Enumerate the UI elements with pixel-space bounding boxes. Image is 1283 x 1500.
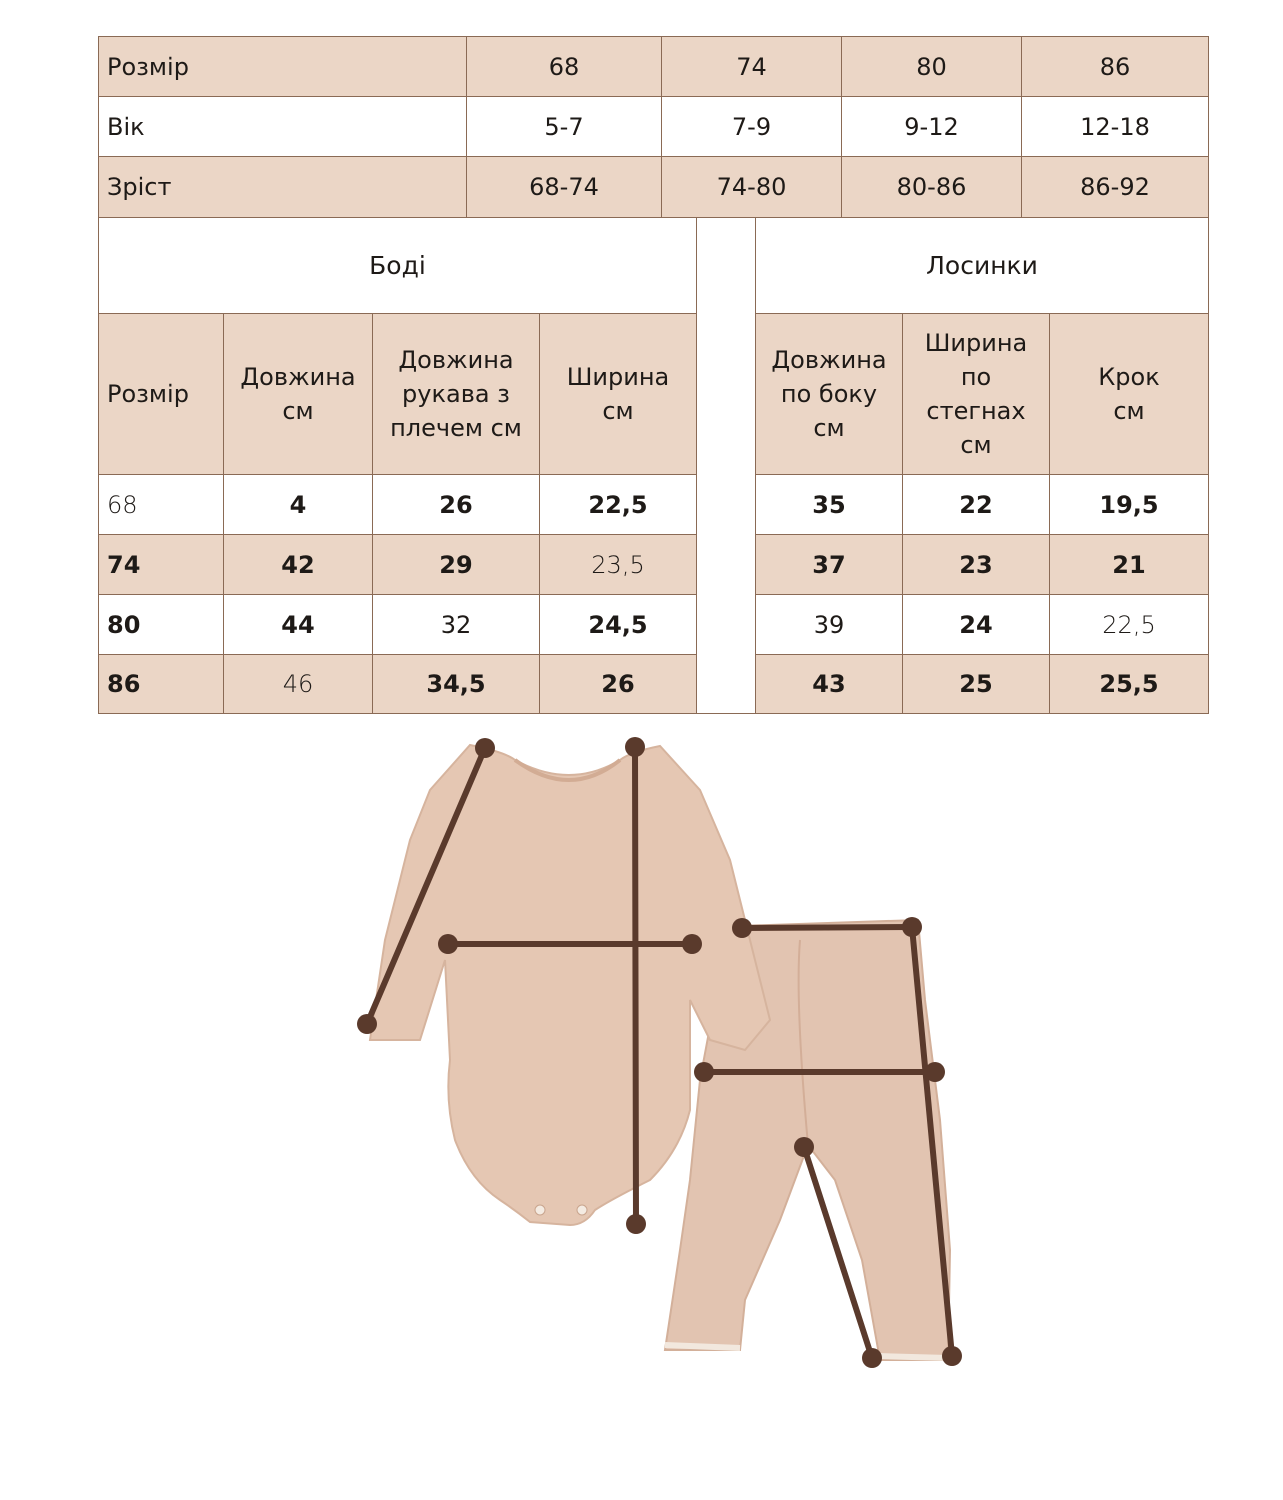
size-cell: 86 (1021, 36, 1209, 97)
measure-point (682, 934, 702, 954)
leggings-side-length-cell: 37 (755, 534, 903, 595)
measure-point (626, 1214, 646, 1234)
leggings-header-hip-width: Ширина по стегнах см (902, 313, 1050, 475)
age-cell: 9-12 (841, 96, 1022, 157)
measure-point (357, 1014, 377, 1034)
leggings-header-inseam: Крок см (1049, 313, 1209, 475)
height-row-label: Зріст (98, 156, 467, 218)
age-row-label: Вік (98, 96, 467, 157)
height-cell: 68-74 (466, 156, 662, 218)
leggings-side-length-cell: 39 (755, 594, 903, 655)
leggings-side-length-cell: 43 (755, 654, 903, 714)
bodysuit-sleeve-cell: 26 (372, 474, 540, 535)
leggings-hip-width-cell: 23 (902, 534, 1050, 595)
size-cell: 74 (661, 36, 842, 97)
leggings-inseam-cell: 22,5 (1049, 594, 1209, 655)
waist-measure-line (742, 927, 912, 928)
table-gap (696, 217, 756, 714)
bodysuit-size-cell: 80 (98, 594, 224, 655)
height-cell: 86-92 (1021, 156, 1209, 218)
bodysuit-length-cell: 44 (223, 594, 373, 655)
bodysuit-size-cell: 74 (98, 534, 224, 595)
leggings-inseam-cell: 21 (1049, 534, 1209, 595)
measure-point (625, 737, 645, 757)
measure-point (438, 934, 458, 954)
leggings-side-length-cell: 35 (755, 474, 903, 535)
height-cell: 80-86 (841, 156, 1022, 218)
measure-point (942, 1346, 962, 1366)
bodysuit-sleeve-cell: 32 (372, 594, 540, 655)
bodysuit-header-size: Розмір (98, 313, 224, 475)
leggings-inseam-cell: 19,5 (1049, 474, 1209, 535)
leggings-hip-width-cell: 25 (902, 654, 1050, 714)
age-cell: 12-18 (1021, 96, 1209, 157)
size-cell: 68 (466, 36, 662, 97)
garment-measurement-diagram (340, 735, 980, 1395)
bodysuit-header-sleeve: Довжина рукава з плечем см (372, 313, 540, 475)
bodysuit-size-cell: 68 (98, 474, 224, 535)
bodysuit-header-width: Ширина см (539, 313, 697, 475)
bodysuit-length-cell: 46 (223, 654, 373, 714)
bodysuit-width-cell: 24,5 (539, 594, 697, 655)
measure-point (794, 1137, 814, 1157)
bodysuit-sleeve-cell: 34,5 (372, 654, 540, 714)
bodysuit-sleeve-cell: 29 (372, 534, 540, 595)
measure-point (694, 1062, 714, 1082)
bodysuit-header-length: Довжина см (223, 313, 373, 475)
leggings-header-side-length: Довжина по боку см (755, 313, 903, 475)
measure-point (862, 1348, 882, 1368)
bodysuit-width-cell: 23,5 (539, 534, 697, 595)
bodysuit-length-cell: 42 (223, 534, 373, 595)
age-cell: 7-9 (661, 96, 842, 157)
measure-point (902, 917, 922, 937)
measure-point (475, 738, 495, 758)
body-length-measure-line (635, 747, 636, 1224)
measure-point (732, 918, 752, 938)
bodysuit-width-cell: 26 (539, 654, 697, 714)
bodysuit-length-cell: 4 (223, 474, 373, 535)
size-row-label: Розмір (98, 36, 467, 97)
measure-point (925, 1062, 945, 1082)
bodysuit-width-cell: 22,5 (539, 474, 697, 535)
leggings-title: Лосинки (755, 217, 1209, 314)
leggings-hip-width-cell: 24 (902, 594, 1050, 655)
size-cell: 80 (841, 36, 1022, 97)
leggings-inseam-cell: 25,5 (1049, 654, 1209, 714)
height-cell: 74-80 (661, 156, 842, 218)
bodysuit-title: Боді (98, 217, 697, 314)
bodysuit-size-cell: 86 (98, 654, 224, 714)
age-cell: 5-7 (466, 96, 662, 157)
leggings-hip-width-cell: 22 (902, 474, 1050, 535)
